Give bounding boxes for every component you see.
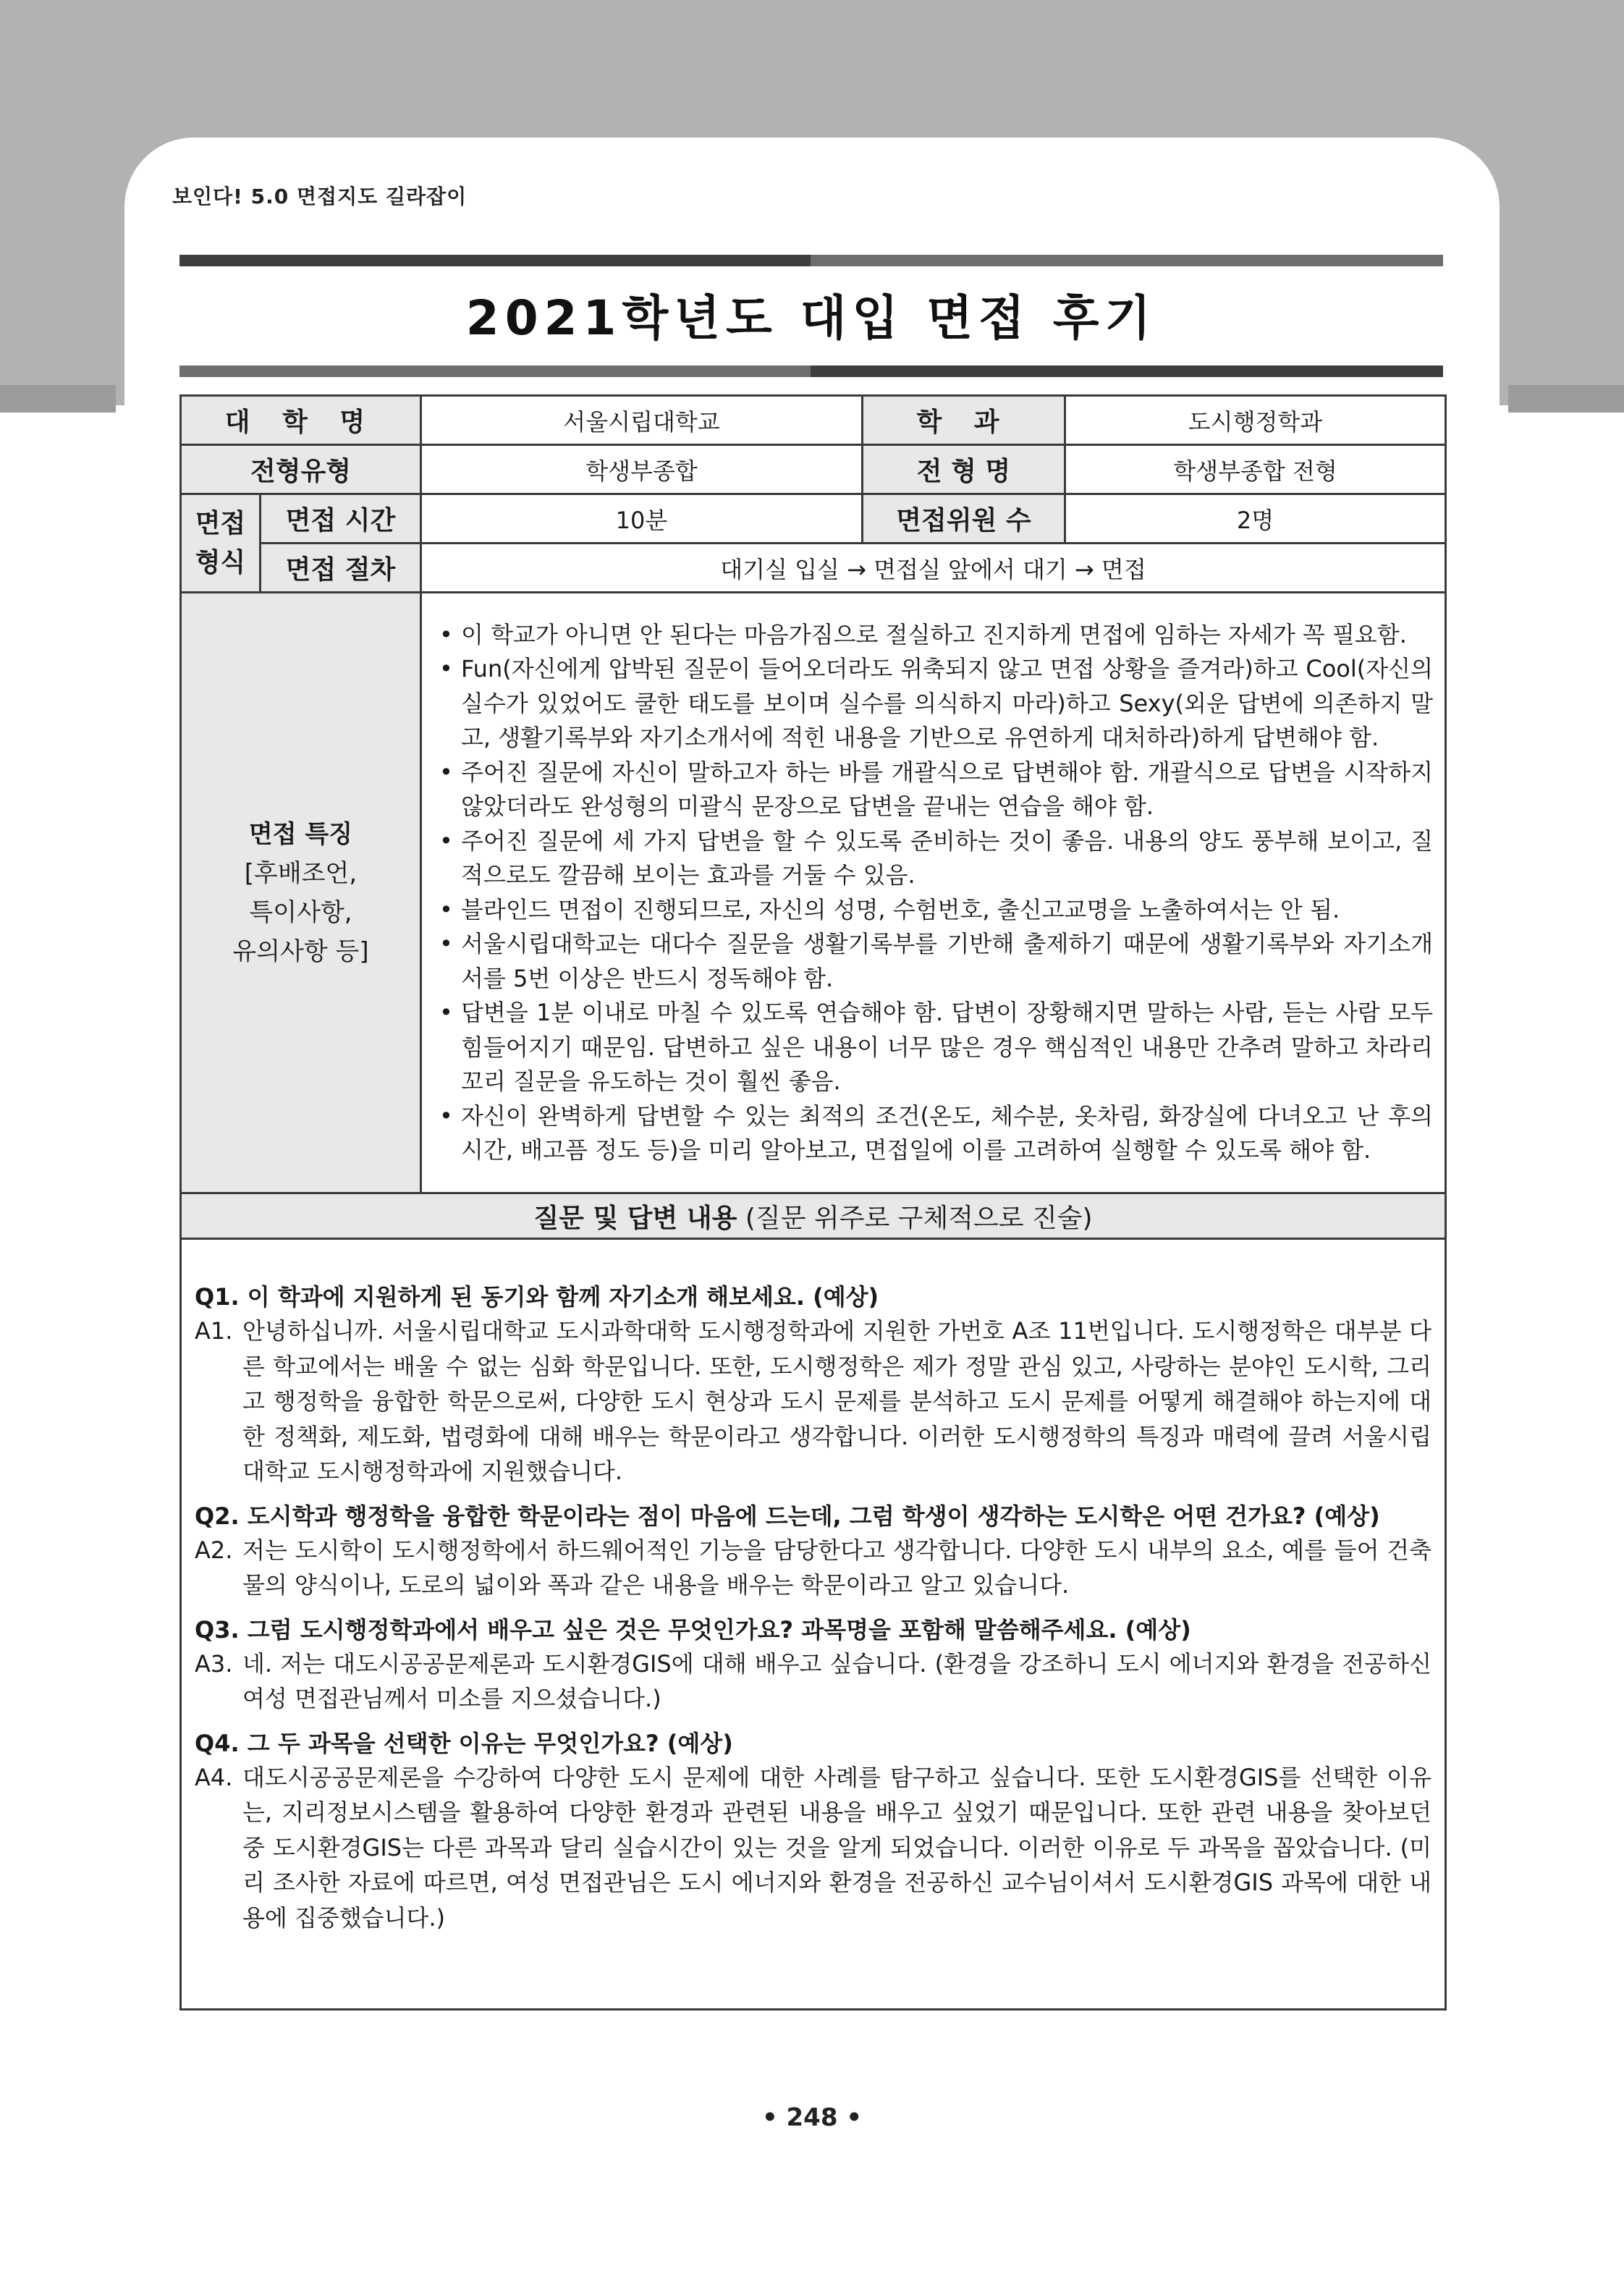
admission-value: 학생부종합 전형 <box>1065 445 1446 494</box>
running-head: 보인다! 5.0 면접지도 길라잡이 <box>172 185 468 208</box>
answer-1-label: A1. <box>195 1317 233 1345</box>
answer-2-text: 저는 도시학이 도시행정학에서 하드웨어적인 기능을 담당한다고 생각합니다. 다양한 도시 내부의 요소, 예를 들어 건축물의 양식이나, 도로의 넓이와 폭과 같은 내용을 배우는 학문이라고 알고 있습니다. <box>242 1536 1431 1599</box>
format-label <box>181 494 261 593</box>
answer-4-label: A4. <box>195 1763 233 1791</box>
features-label-line3: 특이사항, <box>249 897 352 927</box>
row-features <box>181 593 1446 1193</box>
time-value: 10분 <box>421 494 863 544</box>
admission-label: 전 형 명 <box>863 445 1065 494</box>
question-3: Q3. 그럼 도시행정학과에서 배우고 싶은 것은 무엇인가요? 과목명을 포함해 말씀해주세요. (예상) <box>195 1615 1191 1644</box>
qa-content <box>181 1239 1446 2010</box>
answer-3-text: 네. 저는 대도시공공문제론과 도시환경GIS에 대해 배우고 싶습니다. (환경을 강조하니 도시 에너지와 환경을 전공하신 여성 면접관님께서 미소를 지으셨습니다.) <box>242 1649 1431 1712</box>
format-label-line2: 형식 <box>195 547 246 578</box>
university-value: 서울시립대학교 <box>421 396 863 445</box>
left-edge-tab <box>0 385 116 413</box>
answer-2 <box>195 1533 1431 1603</box>
feature-item: • 블라인드 면접이 진행되므로, 자신의 성명, 수험번호, 출신고교명을 노출하여서는 안 됨. <box>435 893 1433 928</box>
features-list <box>435 618 1433 1168</box>
interviewers-label: 면접위원 수 <box>863 494 1065 544</box>
row-admission-type <box>181 445 1446 494</box>
answer-4-text: 대도시공공문제론을 수강하여 다양한 도시 문제에 대한 사례를 탐구하고 싶습니다. 또한 도시환경GIS를 선택한 이유는, 지리정보시스템을 활용하여 다양한 환경과 관련된 내용을 배우고 싶었기 때문입니다. 또한 관련 내용을 찾아보던 중 도시환경GIS는 다른 과목과 달리 실습시간이 있는 것을 알게 되었습니다. 이러한 이유로 두 과목을 꼽았습니다. (미리 조사한 자료에 따르면, 여성 면접관님은 도시 에너지와 환경을 전공하신 교수님이셔서 도시환경GIS 과목에 대한 내용에 집중했습니다.) <box>242 1763 1431 1932</box>
answer-3-label: A3. <box>195 1649 233 1678</box>
document-title: 2021학년도 대입 면접 후기 <box>465 290 1157 346</box>
department-value: 도시행정학과 <box>1065 396 1446 445</box>
features-content <box>421 593 1446 1193</box>
interviewers-value: 2명 <box>1065 494 1446 544</box>
qa-section-title-note: (질문 위주로 구체적으로 진술) <box>745 1203 1093 1233</box>
title-rule-bottom-accent <box>811 365 1443 377</box>
feature-item: • 자신이 완벽하게 답변할 수 있는 최적의 조건(온도, 체수분, 옷차림, 화장실에 다녀오고 난 후의 시간, 배고픔 정도 등)을 미리 알아보고, 면접일에 이를 고려하여 실행할 수 있도록 해야 함. <box>435 1099 1433 1168</box>
answer-2-label: A2. <box>195 1536 233 1564</box>
right-edge-tab <box>1508 385 1624 413</box>
question-1: Q1. 이 학과에 지원하게 된 동기와 함께 자기소개 해보세요. (예상) <box>195 1283 879 1311</box>
title-rule-top-accent <box>179 255 811 266</box>
qa-section-title <box>181 1193 1446 1239</box>
row-qa-content <box>181 1239 1446 2010</box>
feature-item: • 주어진 질문에 자신이 말하고자 하는 바를 개괄식으로 답변해야 함. 개괄식으로 답변을 시작하지 않았더라도 완성형의 미괄식 문장으로 답변을 끝내는 연습을 해야 함. <box>435 756 1433 824</box>
type-value: 학생부종합 <box>421 445 863 494</box>
features-label-title: 면접 특징 <box>248 819 353 849</box>
format-label-line1: 면접 <box>195 508 246 538</box>
time-label: 면접 시간 <box>261 494 421 544</box>
row-interview-procedure <box>181 544 1446 593</box>
procedure-value: 대기실 입실 → 면접실 앞에서 대기 → 면접 <box>421 544 1446 593</box>
question-4: Q4. 그 두 과목을 선택한 이유는 무엇인가요? (예상) <box>195 1729 733 1757</box>
features-label <box>181 593 421 1193</box>
interview-review-table <box>179 394 1447 2010</box>
feature-item: • 이 학교가 아니면 안 된다는 마음가짐으로 절실하고 진지하게 면접에 임하는 자세가 꼭 필요함. <box>435 618 1433 653</box>
qa-section-title-main: 질문 및 답변 내용 <box>533 1203 737 1233</box>
feature-item: • 답변을 1분 이내로 마칠 수 있도록 연습해야 함. 답변이 장황해지면 말하는 사람, 듣는 사람 모두 힘들어지기 때문임. 답변하고 싶은 내용이 너무 많은 경우 핵심적인 내용만 간추려 말하고 차라리 꼬리 질문을 유도하는 것이 훨씬 좋음. <box>435 996 1433 1099</box>
row-interview-time <box>181 494 1446 544</box>
answer-1 <box>195 1314 1431 1489</box>
answer-3 <box>195 1646 1431 1717</box>
features-label-line4: 유의사항 등] <box>232 936 369 966</box>
feature-item: • 주어진 질문에 세 가지 답변을 할 수 있도록 준비하는 것이 좋음. 내용의 양도 풍부해 보이고, 질적으로도 깔끔해 보이는 효과를 거둘 수 있음. <box>435 824 1433 893</box>
row-qa-header <box>181 1193 1446 1239</box>
type-label: 전형유형 <box>181 445 421 494</box>
question-2: Q2. 도시학과 행정학을 융합한 학문이라는 점이 마음에 드는데, 그럼 학생이 생각하는 도시학은 어떤 건가요? (예상) <box>195 1502 1380 1530</box>
feature-item: • 서울시립대학교는 대다수 질문을 생활기록부를 기반해 출제하기 때문에 생활기록부와 자기소개서를 5번 이상은 반드시 정독해야 함. <box>435 927 1433 996</box>
procedure-label: 면접 절차 <box>261 544 421 593</box>
department-label: 학 과 <box>863 396 1065 445</box>
feature-item: • Fun(자신에게 압박된 질문이 들어오더라도 위축되지 않고 면접 상황을 즐겨라)하고 Cool(자신의 실수가 있었어도 쿨한 태도를 보이며 실수를 의식하지 마라)하고 Sexy(외운 답변에 의존하지 말고, 생활기록부와 자기소개서에 적힌 내용을 기반으로 유연하게 대처하라)하게 답변해야 함. <box>435 652 1433 756</box>
features-label-line2: [후배조언, <box>244 858 358 888</box>
page-number: • 248 • <box>761 2103 863 2132</box>
answer-4 <box>195 1760 1431 1936</box>
university-label: 대 학 명 <box>181 396 421 445</box>
answer-1-text: 안녕하십니까. 서울시립대학교 도시과학대학 도시행정학과에 지원한 가번호 A조 11번입니다. 도시행정학은 대부분 다른 학교에서는 배울 수 없는 심화 학문입니다. 또한, 도시행정학은 제가 정말 관심 있고, 사랑하는 분야인 도시학, 그리고 행정학을 융합한 학문으로써, 다양한 도시 현상과 도시 문제를 분석하고 도시 문제를 어떻게 해결해야 하는지에 대한 정책화, 제도화, 법령화에 대해 배우는 학문이라고 생각합니다. 이러한 도시행정학의 특징과 매력에 끌려 서울시립대학교 도시행정학과에 지원했습니다. <box>242 1317 1431 1485</box>
row-university <box>181 396 1446 445</box>
